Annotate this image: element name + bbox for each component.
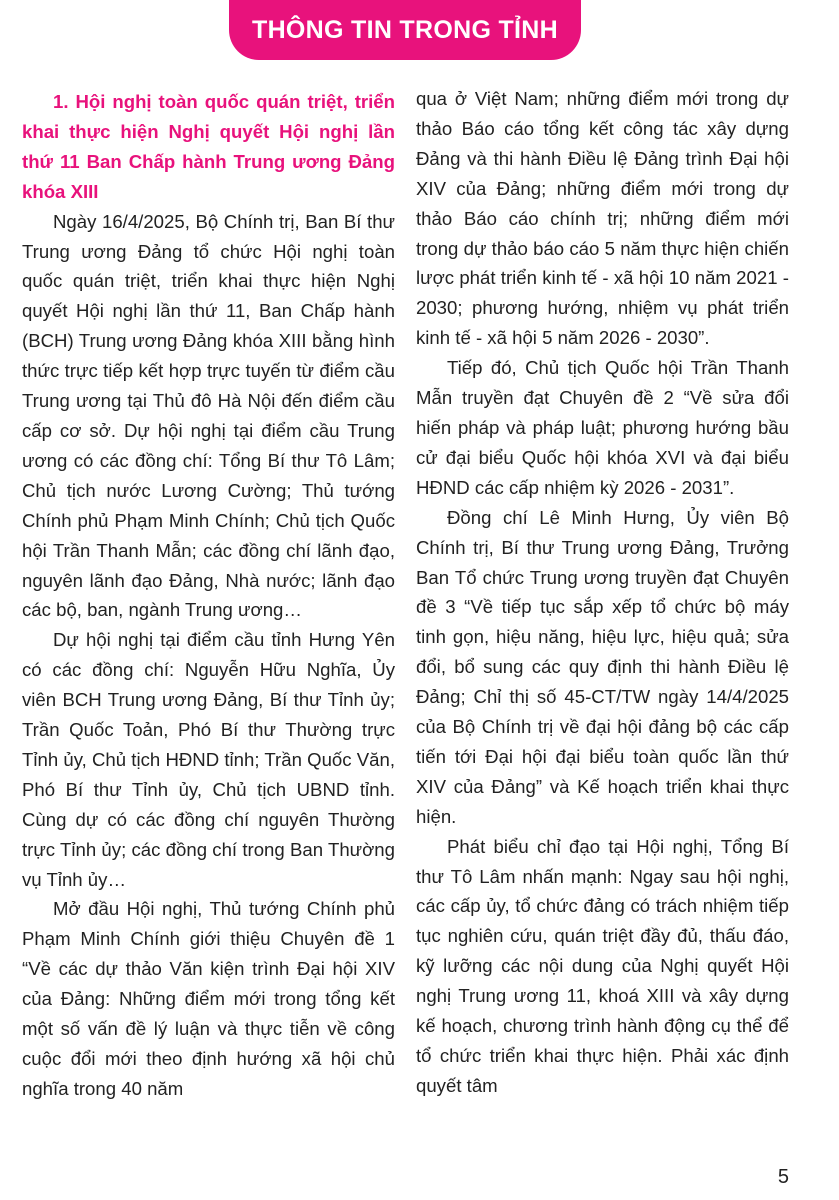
paragraph: Tiếp đó, Chủ tịch Quốc hội Trần Thanh Mẫn truyền đạt Chuyên đề 2 “Về sửa đổi hiến pháp và pháp luật; phương hướng bầu cử đại biểu Quốc hội khóa XVI và đại biểu HĐND các cấp nhiệm kỳ 2026 - 2031”. xyxy=(416,357,789,498)
right-column xyxy=(416,84,789,1101)
page-number: 5 xyxy=(777,1166,789,1188)
section-banner xyxy=(229,0,581,60)
paragraph-continuation: qua ở Việt Nam; những điểm mới trong dự thảo Báo cáo tổng kết công tác xây dựng Đảng và thi hành Điều lệ Đảng trình Đại hội XIV của Đảng; những điểm mới trong dự thảo Báo cáo chính trị; những điểm mới trong dự thảo báo cáo 5 năm thực hiện chiến lược phát triển kinh tế - xã hội 10 năm 2021 - 2030; phương hướng, nhiệm vụ phát triển kinh tế - xã hội 5 năm 2026 - 2030”. xyxy=(416,88,789,349)
paragraph: Mở đầu Hội nghị, Thủ tướng Chính phủ Phạm Minh Chính giới thiệu Chuyên đề 1 “Về các dự thảo Văn kiện trình Đại hội XIV của Đảng: Những điểm mới trong tổng kết một số vấn đề lý luận và thực tiễn về công cuộc đổi mới theo định hướng xã hội chủ nghĩa trong 40 năm xyxy=(22,898,395,1099)
paragraph: Ngày 16/4/2025, Bộ Chính trị, Ban Bí thư Trung ương Đảng tổ chức Hội nghị toàn quốc quán triệt, triển khai thực hiện Nghị quyết Hội nghị lần thứ 11, Ban Chấp hành (BCH) Trung ương Đảng khóa XIII bằng hình thức trực tiếp kết hợp trực tuyến từ điểm cầu Trung ương tại Thủ đô Hà Nội đến điểm cầu cấp cơ sở. Dự hội nghị tại điểm cầu Trung ương có các đồng chí: Tổng Bí thư Tô Lâm; Chủ tịch nước Lương Cường; Thủ tướng Chính phủ Phạm Minh Chính; Chủ tịch Quốc hội Trần Thanh Mẫn; các đồng chí lãnh đạo, nguyên lãnh đạo Đảng, Nhà nước; lãnh đạo các bộ, ban, ngành Trung ương… xyxy=(22,210,395,621)
section-title: THÔNG TIN TRONG TỈNH xyxy=(252,15,558,44)
paragraph: Dự hội nghị tại điểm cầu tỉnh Hưng Yên có các đồng chí: Nguyễn Hữu Nghĩa, Ủy viên BCH Trung ương Đảng, Bí thư Tỉnh ủy; Trần Quốc Toản, Phó Bí thư Thường trực Tỉnh ủy, Chủ tịch HĐND tỉnh; Trần Quốc Văn, Phó Bí thư Tỉnh ủy, Chủ tịch UBND tỉnh. Cùng dự có các đồng chí nguyên Thường trực Tỉnh ủy; các đồng chí trong Ban Thường vụ Tỉnh ủy… xyxy=(22,629,395,890)
paragraph: Phát biểu chỉ đạo tại Hội nghị, Tổng Bí thư Tô Lâm nhấn mạnh: Ngay sau hội nghị, các cấp ủy, tổ chức đảng có trách nhiệm tiếp tục nghiên cứu, quán triệt đầy đủ, thấu đáo, kỹ lưỡng các nội dung của Nghị quyết Hội nghị Trung ương 11, khoá XIII và xây dựng kế hoạch, chương trình hành động cụ thể để tổ chức triển khai thực hiện. Phải xác định quyết tâm xyxy=(416,835,789,1096)
left-column xyxy=(22,87,395,1104)
paragraph: Đồng chí Lê Minh Hưng, Ủy viên Bộ Chính trị, Bí thư Trung ương Đảng, Trưởng Ban Tổ chức Trung ương truyền đạt Chuyên đề 3 “Về tiếp tục sắp xếp tổ chức bộ máy tinh gọn, hiệu năng, hiệu lực, hiệu quả; sửa đổi, bổ sung các quy định thi hành Điều lệ Đảng; Chỉ thị số 45-CT/TW ngày 14/4/2025 của Bộ Chính trị về đại hội đảng bộ các cấp tiến tới Đại hội đại biểu toàn quốc lần thứ XIV của Đảng” và Kế hoạch triển khai thực hiện. xyxy=(416,506,789,827)
article-heading: 1. Hội nghị toàn quốc quán triệt, triển khai thực hiện Nghị quyết Hội nghị lần thứ 11 Ban Chấp hành Trung ương Đảng khóa XIII xyxy=(22,91,395,202)
